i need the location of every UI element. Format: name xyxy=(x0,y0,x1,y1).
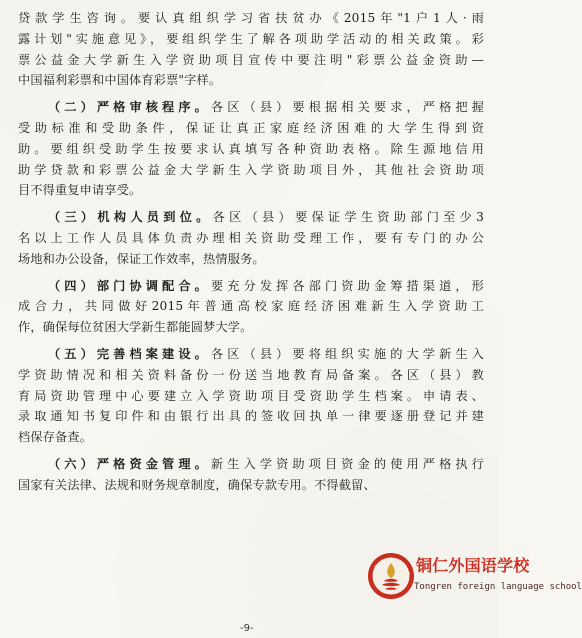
document-text: 各区（县）要将组织实施的大学新生入 xyxy=(210,346,484,361)
document-text: 各区（县）要根据相关要求，严格把握 xyxy=(210,100,484,115)
document-line xyxy=(18,97,484,118)
section-heading: （五）完善档案建设。 xyxy=(48,346,211,361)
school-seal-icon xyxy=(366,551,416,601)
document-body xyxy=(18,8,484,496)
document-line: 学资助情况和相关资料备份一份送当地教育局备案。各区（县）教 xyxy=(18,367,484,382)
section-heading: （四）部门协调配合。 xyxy=(48,278,211,293)
school-name-en: Tongren foreign language school xyxy=(414,582,582,592)
document-line: 助。要组织受助学生按要求认真填写各种资助表格。除生源地信用 xyxy=(18,141,484,156)
document-line xyxy=(18,276,484,297)
document-line: 受助标准和受助条件，保证让真正家庭经济困难的大学生得到资 xyxy=(18,120,484,135)
document-line: 档保存备查。 xyxy=(18,430,93,445)
school-logo xyxy=(366,551,582,635)
section-heading: （二）严格审核程序。 xyxy=(48,100,211,115)
document-line: 场地和办公设备，保证工作效率，热情服务。 xyxy=(18,251,265,266)
document-line: 成合力，共同做好2015年普通高校家庭经济困难新生入学资助工 xyxy=(18,299,484,314)
svg-text:Tongren Foreign Language Schoo: ren Foreign Language S xyxy=(370,555,412,577)
school-name-cn: 铜仁外国语学校 xyxy=(416,556,530,575)
document-line: 助学贷款和彩票公益金大学新生入学资助项目外，其他社会资助项 xyxy=(18,162,484,177)
document-line: 贷款学生咨询。要认真组织学习省扶贫办《2015年"1户1人·雨 xyxy=(18,11,484,25)
document-line: 名以上工作人员具体负责办理相关资助受理工作，要有专门的办公 xyxy=(18,230,484,245)
document-line: 国家有关法律、法规和财务规章制度，确保专款专用。不得截留、 xyxy=(18,477,376,492)
section-heading: （三）机构人员到位。 xyxy=(48,210,213,225)
document-text: 各区（县）要保证学生资助部门至少3 xyxy=(212,210,484,225)
document-line xyxy=(18,207,484,228)
document-line: 票公益金大学新生入学资助项目宣传中要注明"彩票公益金资助— xyxy=(18,52,484,67)
document-line: 作，确保每位贫困大学新生都能圆梦大学。 xyxy=(18,320,253,335)
document-line: 目不得重复申请享受。 xyxy=(18,183,142,198)
document-line: 中国福利彩票和中国体育彩票"字样。 xyxy=(18,73,222,88)
page-number: -9- xyxy=(240,623,254,634)
document-line xyxy=(18,344,484,365)
document-line: 录取通知书复印件和由银行出具的签收回执单一律要逐册登记并建 xyxy=(18,409,484,424)
document-line: 露计划"实施意见》，要组织学生了解各项助学活动的相关政策。彩 xyxy=(18,31,484,46)
document-line xyxy=(18,454,484,475)
document-text: 要充分发挥各部门资助金筹措渠道，形 xyxy=(210,278,484,293)
document-line: 育局资助管理中心要建立入学资助项目受资助学生档案。申请表、 xyxy=(18,388,484,403)
section-heading: （六）严格资金管理。 xyxy=(48,456,211,471)
document-text: 新生入学资助项目资金的使用严格执行 xyxy=(210,456,484,471)
